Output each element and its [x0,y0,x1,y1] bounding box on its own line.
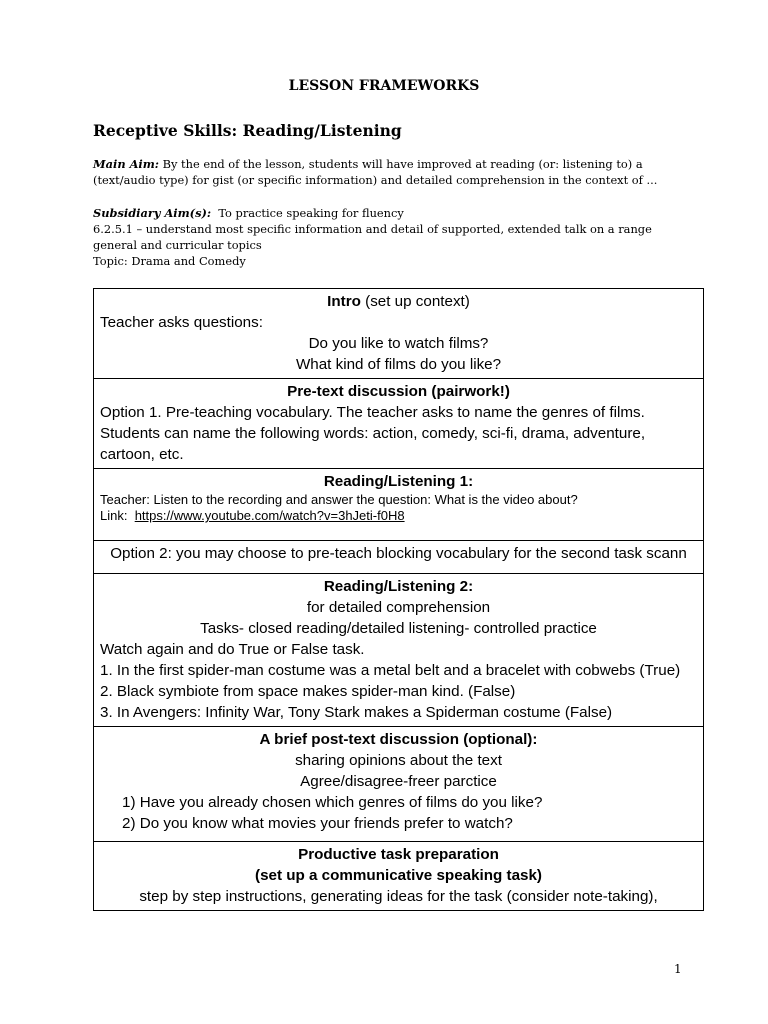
intro-line: Teacher asks questions: [100,314,263,331]
rl1-link-line [100,508,697,524]
table-row [94,379,704,469]
rl2-cell [94,574,704,727]
rl2-item-2: 2. Black symbiote from space makes spider-man kind. (False) [100,683,516,700]
pretext-line-1: Option 1. Pre-teaching vocabulary. The teacher asks to name the genres of films. [100,404,645,421]
table-row [94,727,704,842]
main-aim [93,156,683,188]
lesson-framework-table [93,288,704,911]
post-line-1: sharing opinions about the text [295,752,502,769]
topic: Topic: Drama and Comedy [93,254,246,268]
main-aim-label: Main Aim: [93,157,159,171]
table-row [94,574,704,727]
intro-question-1: Do you like to watch films? [308,335,489,352]
intro-heading-bold: Intro [327,293,361,310]
table-row [94,842,704,911]
productive-heading-2: (set up a communicative speaking task) [255,867,542,884]
section-heading: Receptive Skills: Reading/Listening [93,121,402,140]
option2-text: Option 2: you may choose to pre-teach blocking vocabulary for the second task scann [110,545,687,562]
post-item-1: 1) Have you already chosen which genres of films do you like? [122,794,543,811]
intro-heading [100,291,697,312]
subsidiary-aim-text: To practice speaking for fluency [211,206,404,220]
pretext-heading: Pre-text discussion (pairwork!) [287,383,510,400]
video-link[interactable]: https://www.youtube.com/watch?v=3hJeti-f0H8 [134,508,405,523]
subsidiary-aims [93,205,683,269]
table-row [94,289,704,379]
rl2-line-1: for detailed comprehension [306,599,491,616]
intro-question-2: What kind of films do you like? [295,356,502,373]
option2-cell [94,541,704,574]
page-number: 1 [674,962,682,976]
subsidiary-aim-label: Subsidiary Aim(s): [93,206,212,220]
main-aim-text: By the end of the lesson, students will have improved at reading (or: listening to) a (text/audio type) for gist (or specific information) and detailed comprehension in the context of ... [93,157,658,187]
post-heading: A brief post-text discussion (optional): [259,731,538,748]
document-title: LESSON FRAMEWORKS [288,78,480,94]
subsidiary-aim-code: 6.2.5.1 – understand most specific information and detail of supported, extended talk on a range general and curricular topics [93,222,652,252]
subsidiary-aim-line [93,205,683,221]
table-row [94,469,704,541]
pretext-line-2: Students can name the following words: action, comedy, sci-fi, drama, adventure, cartoon, etc. [100,425,646,463]
intro-heading-note: (set up context) [360,293,470,310]
rl1-link-label: Link: [100,508,135,523]
productive-cell [94,842,704,911]
post-line-2: Agree/disagree-freer parctice [300,773,497,790]
table-row [94,541,704,574]
post-item-2: 2) Do you know what movies your friends prefer to watch? [122,815,513,832]
rl2-line-2: Tasks- closed reading/detailed listening- controlled practice [200,620,597,637]
post-cell [94,727,704,842]
productive-line: step by step instructions, generating ideas for the task (consider note-taking), [139,888,658,905]
rl2-item-1: 1. In the first spider-man costume was a metal belt and a bracelet with cobwebs (True) [100,662,681,679]
productive-heading-1: Productive task preparation [298,846,499,863]
rl1-heading: Reading/Listening 1: [323,473,474,490]
rl2-item-3: 3. In Avengers: Infinity War, Tony Stark makes a Spiderman costume (False) [100,704,613,721]
rl1-cell [94,469,704,541]
pretext-cell [94,379,704,469]
rl1-line: Teacher: Listen to the recording and answer the question: What is the video about? [100,492,578,507]
rl2-heading: Reading/Listening 2: [323,578,474,595]
intro-cell [94,289,704,379]
rl2-line-3: Watch again and do True or False task. [100,641,365,658]
